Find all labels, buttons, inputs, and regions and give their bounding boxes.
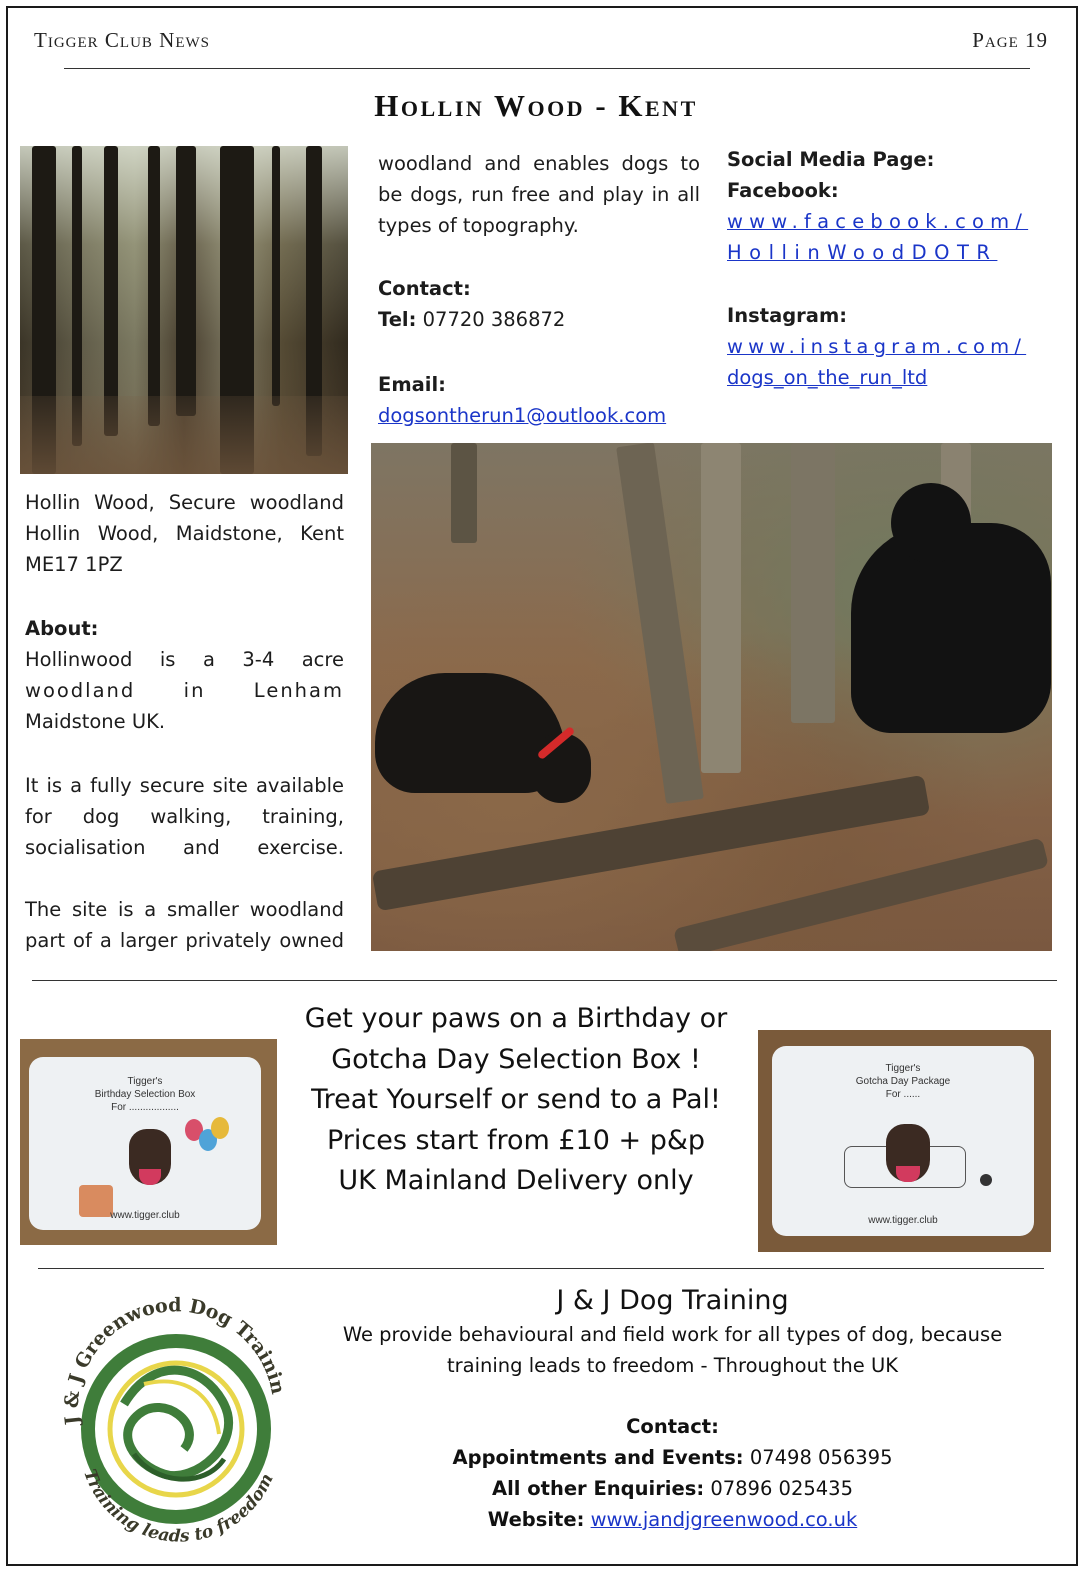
tel-line: [378, 304, 700, 335]
page-number: Page 19: [972, 28, 1048, 52]
appointments-value: 07498 056395: [749, 1446, 893, 1469]
enquiries-label: All other Enquiries:: [491, 1477, 705, 1500]
email-link[interactable]: dogsontherun1@outlook.com: [378, 404, 667, 427]
promo-text: [300, 999, 732, 1202]
gotcha-card-line-3: For ......: [885, 1089, 921, 1100]
jj-greenwood-logo: [44, 1284, 304, 1546]
newsletter-name: Tigger Club News: [34, 28, 210, 52]
birthday-card-line-3: For ..................: [111, 1102, 179, 1113]
about-line-3: Maidstone UK.: [25, 710, 166, 733]
section-divider-1: [32, 980, 1057, 981]
promo-line-4: Prices start from £10 + p&p: [326, 1124, 706, 1156]
gotcha-card-footer: www.tigger.club: [868, 1215, 938, 1226]
tel-value: 07720 386872: [422, 308, 566, 331]
woodland-photo: [20, 146, 348, 474]
jj-website-line: [300, 1504, 1045, 1535]
header-divider: [64, 68, 1030, 69]
promo-line-2: Gotcha Day Selection Box !: [331, 1043, 701, 1075]
contact-heading: Contact:: [378, 277, 471, 300]
appointments-label: Appointments and Events:: [452, 1446, 744, 1469]
jj-desc-line-1: We provide behavioural and field work for all types of dog, because: [342, 1323, 1003, 1346]
birthday-card-line-1: Tigger's: [127, 1076, 163, 1087]
col2-line-1: woodland and enables dogs to: [378, 152, 700, 175]
facebook-label: Facebook:: [727, 179, 839, 202]
promo-line-1: Get your paws on a Birthday or: [304, 1003, 728, 1034]
gotcha-card-line-2: Gotcha Day Package: [855, 1076, 951, 1087]
logo-top-text: J & J Greenwood Dog Trainin: [60, 1294, 290, 1426]
para3-line-1: The site is a smaller woodland: [25, 898, 344, 921]
jj-training-block: [300, 1283, 1045, 1535]
facebook-link-line-1[interactable]: www.facebook.com/: [727, 210, 1029, 233]
about-heading: About:: [25, 617, 99, 640]
social-media-block: [727, 144, 1051, 393]
jj-contact-heading: Contact:: [626, 1415, 719, 1438]
social-heading: Social Media Page:: [727, 148, 935, 171]
gotcha-card-line-1: Tigger's: [885, 1063, 921, 1074]
instagram-link-line-1[interactable]: www.instagram.com/: [727, 335, 1027, 358]
birthday-card-footer: www.tigger.club: [110, 1210, 180, 1221]
promo-line-5: UK Mainland Delivery only: [338, 1165, 694, 1196]
promo-line-3: Treat Yourself or send to a Pal!: [311, 1084, 721, 1115]
address-line-2: Hollin Wood, Maidstone, Kent: [25, 522, 344, 545]
jj-desc-line-2: training leads to freedom - Throughout the UK: [446, 1354, 899, 1377]
tel-label: Tel:: [378, 308, 417, 331]
jj-appointments-line: [300, 1442, 1045, 1473]
birthday-box-photo: [20, 1039, 277, 1245]
email-label: Email:: [378, 373, 446, 396]
para2-line-3: socialisation and exercise.: [25, 836, 344, 859]
col2-line-3: types of topography.: [378, 214, 579, 237]
column-2-text: [378, 148, 700, 431]
address-line-3: ME17 1PZ: [25, 553, 123, 576]
logo-bottom-text: Training leads to freedom: [79, 1466, 278, 1546]
facebook-link-line-2[interactable]: HollinWoodDOTR: [727, 241, 998, 264]
about-line-2: woodland in Lenham: [25, 679, 344, 702]
enquiries-value: 07896 025435: [710, 1477, 853, 1500]
paw-icon: [980, 1174, 992, 1186]
address-block: [25, 487, 344, 956]
birthday-card-line-2: Birthday Selection Box: [94, 1089, 196, 1100]
address-line-1: Hollin Wood, Secure woodland: [25, 491, 344, 514]
website-label: Website:: [487, 1508, 585, 1531]
section-divider-2: [38, 1268, 1044, 1269]
para3-line-2: part of a larger privately owned: [25, 929, 344, 952]
para2-line-1: It is a fully secure site available: [25, 774, 344, 797]
instagram-link-line-2[interactable]: dogs_on_the_run_ltd: [727, 366, 928, 389]
website-link[interactable]: www.jandjgreenwood.co.uk: [590, 1508, 858, 1531]
jj-title: J & J Dog Training: [556, 1285, 789, 1316]
logo-graphic: [44, 1284, 304, 1546]
para2-line-2: for dog walking, training,: [25, 805, 344, 828]
gotcha-day-box-photo: [758, 1030, 1051, 1252]
dogs-in-woodland-photo: [371, 443, 1052, 951]
about-line-1: Hollinwood is a 3-4 acre: [25, 648, 344, 671]
article-title: Hollin Wood - Kent: [374, 88, 698, 123]
col2-line-2: be dogs, run free and play in all: [378, 183, 700, 206]
instagram-label: Instagram:: [727, 304, 848, 327]
jj-enquiries-line: [300, 1473, 1045, 1504]
